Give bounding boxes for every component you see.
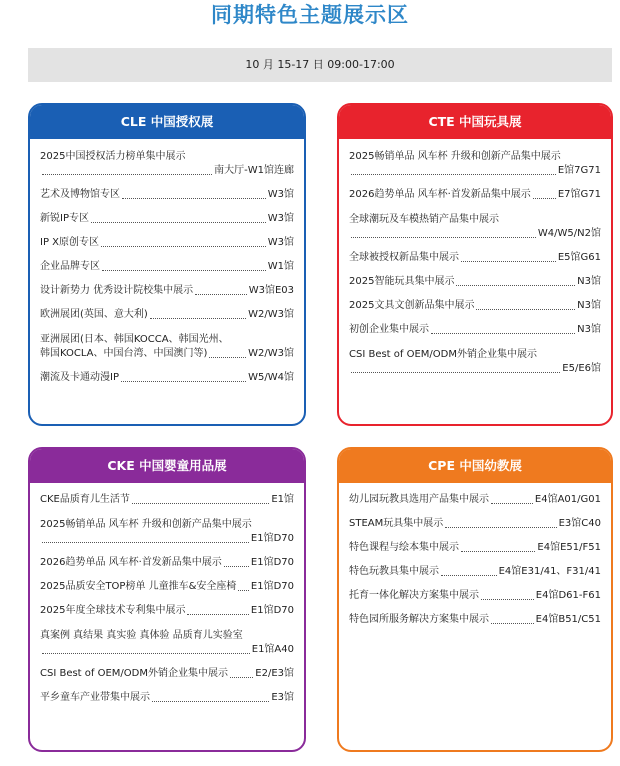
item-name: 2025智能玩具集中展示: [349, 276, 455, 287]
item-name: 特色园所服务解决方案集中展示: [349, 614, 489, 625]
dot-leader: [456, 285, 575, 286]
list-item: [40, 517, 294, 546]
dot-leader: [461, 261, 556, 262]
cpe-list: [339, 483, 611, 627]
item-row: [40, 556, 294, 570]
item-location: 南大厅-W1馆连廊: [214, 165, 294, 176]
item-row: [349, 251, 601, 265]
list-item: [349, 613, 601, 627]
item-row: [349, 362, 601, 376]
item-name: 托育一体化解决方案集中展示: [349, 590, 479, 601]
item-location: W3馆: [267, 189, 294, 200]
item-row: [40, 164, 294, 178]
item-name: 潮流及卡通动漫IP: [40, 372, 119, 383]
page-title: 同期特色主题展示区: [211, 3, 409, 27]
item-row: [349, 541, 601, 555]
item-name: 亚洲展团(日本、韩国KOCCA、韩国光州、: [40, 334, 229, 345]
item-name: 初创企业集中展示: [349, 324, 429, 335]
item-row: [349, 299, 601, 313]
dot-leader: [351, 237, 536, 238]
item-row: [40, 580, 294, 594]
dot-leader: [533, 198, 556, 199]
item-location: E1馆D70: [250, 533, 294, 544]
item-location: W2/W3馆: [248, 348, 294, 359]
item-name: 2026趋势单品 风车杯·首发新品集中展示: [40, 557, 222, 568]
item-name: CKE品质育儿生活节: [40, 494, 130, 505]
item-name: 2025畅销单品 风车杯 升级和创新产品集中展示: [349, 151, 561, 162]
dot-leader: [481, 599, 534, 600]
item-name: 真案例 真结果 真实验 真体验 品质育儿实验室: [40, 630, 243, 641]
item-location: N3馆: [577, 324, 601, 335]
item-name: 2026趋势单品 风车杯·首发新品集中展示: [349, 189, 531, 200]
list-item: [349, 188, 601, 202]
item-location: E1馆D70: [250, 581, 294, 592]
dot-leader: [491, 503, 533, 504]
item-name: STEAM玩具集中展示: [349, 518, 444, 529]
item-row: [40, 493, 294, 507]
item-location: E4馆E51/F51: [537, 542, 601, 553]
cle-card: [28, 103, 306, 426]
list-item: [349, 589, 601, 603]
item-location: E1馆D70: [250, 605, 294, 616]
item-row: [40, 667, 294, 681]
dot-leader: [441, 575, 497, 576]
list-item: [40, 580, 294, 594]
item-row: [40, 604, 294, 618]
list-item: [349, 347, 601, 376]
list-item: [349, 149, 601, 178]
item-location: N3馆: [577, 300, 601, 311]
item-location: E馆7G71: [557, 165, 601, 176]
item-name: 2025中国授权活力榜单集中展示: [40, 151, 186, 162]
cle-list: [30, 139, 304, 385]
cke-card: [28, 447, 306, 752]
item-name: 平乡童车产业带集中展示: [40, 692, 150, 703]
dot-leader: [91, 222, 266, 223]
item-location: W3馆: [267, 237, 294, 248]
item-name: 设计新势力 优秀设计院校集中展示: [40, 285, 194, 296]
cpe-card: [337, 447, 613, 752]
item-location: N3馆: [577, 276, 601, 287]
list-item: [40, 188, 294, 202]
item-row: [40, 260, 294, 274]
list-item: [349, 251, 601, 265]
dot-leader: [238, 590, 248, 591]
cpe-header: CPE 中国幼教展: [339, 449, 611, 483]
item-name: 2025文具文创新品集中展示: [349, 300, 475, 311]
list-item: [349, 323, 601, 337]
item-location: E1馆D70: [250, 557, 294, 568]
item-name: 特色课程与绘本集中展示: [349, 542, 459, 553]
item-row: [40, 371, 294, 385]
item-row: [40, 308, 294, 322]
item-row: [40, 643, 294, 657]
item-row: [40, 284, 294, 298]
dot-leader: [42, 174, 212, 175]
list-item: [40, 149, 294, 178]
dot-leader: [187, 614, 248, 615]
list-item: [40, 371, 294, 385]
item-name: 2025品质安全TOP榜单 儿童推车&安全座椅: [40, 581, 237, 592]
cte-list: [339, 139, 611, 376]
item-row: [349, 323, 601, 337]
dot-leader: [431, 333, 575, 334]
dot-leader: [351, 174, 556, 175]
item-name: 艺术及博物馆专区: [40, 189, 120, 200]
item-location: E3馆: [271, 692, 294, 703]
item-name: 全球被授权新品集中展示: [349, 252, 459, 263]
list-item: [349, 212, 601, 241]
item-location: W3馆E03: [248, 285, 294, 296]
dot-leader: [122, 198, 266, 199]
cle-header: CLE 中国授权展: [30, 105, 304, 139]
dot-leader: [195, 294, 247, 295]
dot-leader: [224, 566, 249, 567]
cte-header: CTE 中国玩具展: [339, 105, 611, 139]
item-name: 2025年度全球技术专利集中展示: [40, 605, 186, 616]
list-item: [40, 332, 294, 361]
dot-leader: [230, 677, 253, 678]
item-name: 幼儿园玩教具选用产品集中展示: [349, 494, 489, 505]
dot-leader: [132, 503, 269, 504]
list-item: [40, 628, 294, 657]
list-item: [40, 667, 294, 681]
dot-leader: [476, 309, 575, 310]
item-name: 新锐IP专区: [40, 213, 89, 224]
item-row: [40, 532, 294, 546]
item-row: [40, 212, 294, 226]
list-item: [40, 604, 294, 618]
date-text: 10 月 15-17 日 09:00-17:00: [245, 58, 395, 71]
item-location: E4馆E31/41、F31/41: [498, 566, 601, 577]
item-name: CSI Best of OEM/ODM外销企业集中展示: [349, 349, 537, 360]
dot-leader: [491, 623, 534, 624]
cke-header: CKE 中国婴童用品展: [30, 449, 304, 483]
item-row: [40, 188, 294, 202]
item-row: [349, 164, 601, 178]
item-row: [349, 613, 601, 627]
dot-leader: [152, 701, 269, 702]
item-row: [40, 236, 294, 250]
item-location: E1馆A40: [251, 644, 294, 655]
item-location: E5馆G61: [557, 252, 601, 263]
list-item: [349, 275, 601, 289]
item-name: 全球潮玩及车模热销产品集中展示: [349, 214, 499, 225]
item-location: E4馆B51/C51: [535, 614, 601, 625]
item-row: [40, 691, 294, 705]
list-item: [40, 236, 294, 250]
cte-card: [337, 103, 613, 426]
list-item: [349, 493, 601, 507]
item-location: E5/E6馆: [562, 363, 601, 374]
item-row: [40, 347, 294, 361]
item-row: [349, 275, 601, 289]
list-item: [349, 565, 601, 579]
item-location: W1馆: [267, 261, 294, 272]
item-row: [349, 493, 601, 507]
list-item: [40, 260, 294, 274]
dot-leader: [42, 653, 250, 654]
dot-leader: [445, 527, 556, 528]
list-item: [349, 299, 601, 313]
item-row: [349, 517, 601, 531]
item-location: E4馆A01/G01: [534, 494, 601, 505]
item-location: W5/W4馆: [248, 372, 294, 383]
item-row: [349, 589, 601, 603]
dot-leader: [209, 357, 246, 358]
cke-list: [30, 483, 304, 705]
list-item: [349, 541, 601, 555]
item-row: [349, 227, 601, 241]
item-location: E2/E3馆: [255, 668, 294, 679]
list-item: [40, 691, 294, 705]
list-item: [40, 556, 294, 570]
list-item: [40, 493, 294, 507]
list-item: [40, 284, 294, 298]
item-name-cont: 韩国KOCLA、中国台湾、中国澳门等): [40, 348, 208, 359]
item-location: W3馆: [267, 213, 294, 224]
item-name: 2025畅销单品 风车杯 升级和创新产品集中展示: [40, 519, 252, 530]
dot-leader: [351, 372, 560, 373]
item-location: E7馆G71: [557, 189, 601, 200]
item-location: E4馆D61-F61: [535, 590, 601, 601]
item-name: 企业品牌专区: [40, 261, 100, 272]
list-item: [40, 308, 294, 322]
item-location: W2/W3馆: [248, 309, 294, 320]
item-name: 特色玩教具集中展示: [349, 566, 439, 577]
list-item: [349, 517, 601, 531]
dot-leader: [102, 270, 266, 271]
item-name: 欧洲展团(英国、意大利): [40, 309, 148, 320]
dot-leader: [150, 318, 246, 319]
item-location: E3馆C40: [558, 518, 601, 529]
item-location: E1馆: [271, 494, 294, 505]
item-name: CSI Best of OEM/ODM外销企业集中展示: [40, 668, 228, 679]
dot-leader: [42, 542, 249, 543]
item-row: [349, 565, 601, 579]
dot-leader: [121, 381, 246, 382]
item-name: IP X原创专区: [40, 237, 100, 248]
item-row: [349, 188, 601, 202]
item-location: W4/W5/N2馆: [537, 228, 601, 239]
date-bar: [28, 48, 612, 82]
dot-leader: [101, 246, 266, 247]
list-item: [40, 212, 294, 226]
dot-leader: [461, 551, 535, 552]
